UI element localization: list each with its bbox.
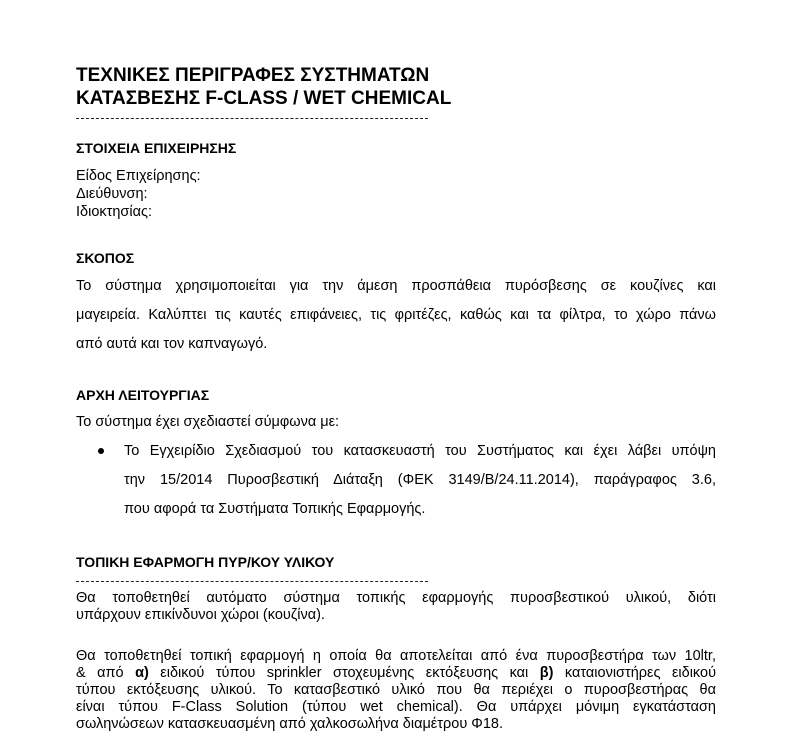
document-title (76, 64, 451, 110)
title-line-1: ΤΕΧΝΙΚΕΣ ΠΕΡΙΓΡΑΦΕΣ ΣΥΣΤΗΜΑΤΩΝ (76, 65, 430, 86)
text-line: υπάρχουν επικίνδυνοι χώροι (κουζίνα). (76, 607, 325, 623)
local-application-heading: ΤΟΠΙΚΗ ΕΦΑΡΜΟΓΗ ΠΥΡ/ΚΟΥ ΥΛΙΚΟΥ (76, 554, 335, 570)
local-application-paragraph-2 (76, 648, 716, 733)
purpose-heading: ΣΚΟΠΟΣ (76, 250, 135, 266)
text-line: Θα τοποθετηθεί αυτόματο σύστημα τοπικής εφαρμογής πυροσβεστικού υλικού, διότι (76, 590, 716, 606)
purpose-paragraph (76, 272, 716, 359)
business-info-heading: ΣΤΟΙΧΕΙΑ ΕΠΙΧΕΙΡΗΣΗΣ (76, 140, 237, 156)
text-run: ειδικού τύπου sprinkler στοχευμένης εκτόξευσης και (148, 665, 540, 681)
text-run: καταιονιστήρες ειδικού (553, 665, 716, 681)
title-line-2: ΚΑΤΑΣΒΕΣΗΣ F-CLASS / WET CHEMICAL (76, 88, 452, 109)
local-application-paragraph-1 (76, 590, 716, 624)
text-run: & από (76, 665, 136, 681)
text-line: την 15/2014 Πυροσβεστική Διάταξη (ΦΕΚ 3149/Β/24.11.2014), παράγραφος 3.6, (124, 472, 716, 488)
text-line: είναι τύπου F-Class Solution (τύπου wet chemical). Θα υπάρχει μόνιμη εγκατάσταση (76, 699, 716, 715)
text-line: Το Εγχειρίδιο Σχεδιασμού του κατασκευαστή του Συστήματος και έχει λάβει υπόψη (124, 443, 716, 459)
operation-heading: ΑΡΧΗ ΛΕΙΤΟΥΡΓΙΑΣ (76, 387, 210, 403)
local-application-separator (76, 581, 428, 582)
bold-marker-a: α) (135, 665, 149, 681)
bullet-item (124, 437, 716, 524)
text-line: σωληνώσεων κατασκευασμένη από χαλκοσωλήνα διαμέτρου Φ18. (76, 716, 503, 732)
field-ownership: Ιδιοκτησίας: (76, 204, 152, 220)
field-business-type: Είδος Επιχείρησης: (76, 168, 201, 184)
text-line: Το σύστημα χρησιμοποιείται για την άμεση προσπάθεια πυρόσβεσης σε κουζίνες και (76, 278, 716, 294)
text-line (76, 665, 716, 682)
bold-marker-b: β) (539, 665, 554, 681)
text-line: από αυτά και τον καπναγωγό. (76, 336, 268, 352)
text-line: Θα τοποθετηθεί τοπική εφαρμογή η οποία θα αποτελείται από ένα πυροσβεστήρα των 10ltr, (76, 648, 716, 664)
text-line: τύπου εκτόξευσης υλικού. Το κατασβεστικό υλικό που θα περιέχει ο πυροσβεστήρας θα (76, 682, 716, 698)
title-separator (76, 118, 428, 119)
field-address: Διεύθυνση: (76, 186, 148, 202)
text-line: που αφορά τα Συστήματα Τοπικής Εφαρμογής. (124, 501, 426, 517)
operation-intro: Το σύστημα έχει σχεδιαστεί σύμφωνα με: (76, 414, 340, 430)
text-line: μαγειρεία. Καλύπτει τις καυτές επιφάνειες, τις φριτέζες, καθώς και τα φίλτρα, το χώρο πάνω (76, 307, 716, 323)
bullet-icon (98, 448, 104, 454)
